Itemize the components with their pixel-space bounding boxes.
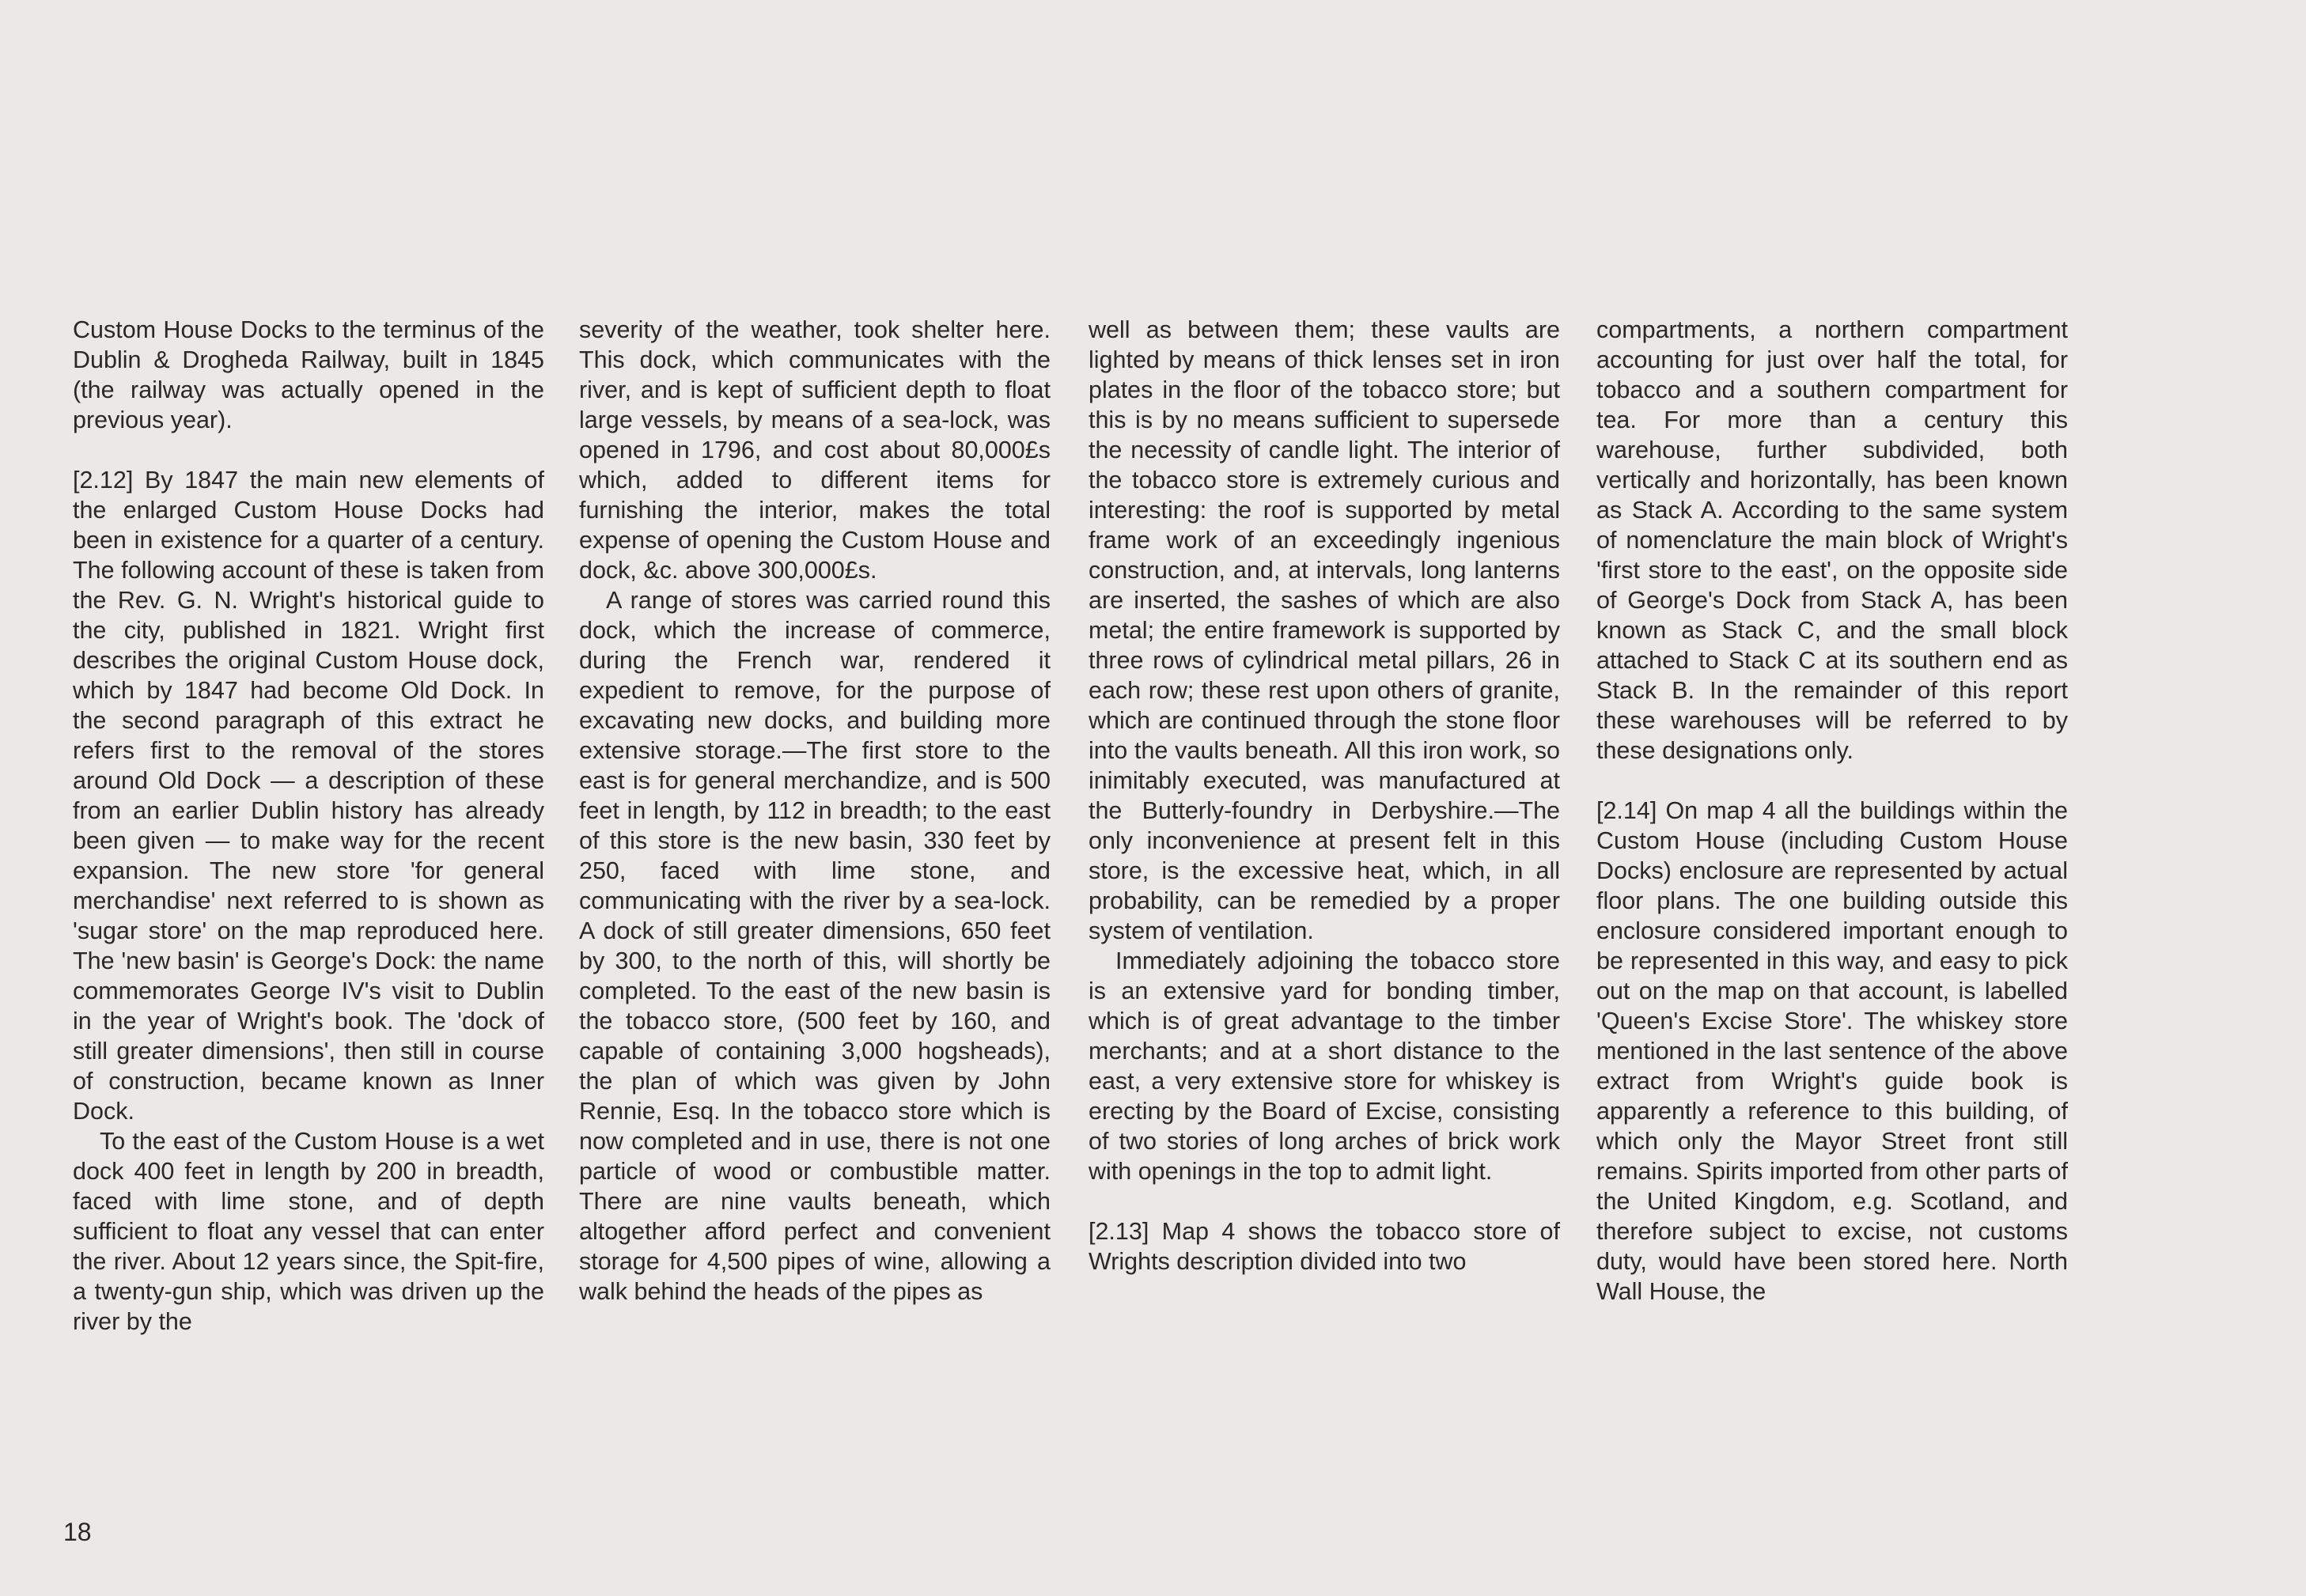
page-number: 18 [63, 1518, 92, 1546]
paragraph: Immediately adjoining the tobacco store is an extensive yard for bonding timber, which is of great advantage to the timber merchants; and at a short distance to the east, a very extensive store for whiskey is erecting by the Board of Excise, consisting of two stories of long arches of brick work with openings in the top to admit light. [1089, 947, 1560, 1185]
text-column-1 [73, 315, 544, 1337]
paragraph: Custom House Docks to the terminus of the Dublin & Drogheda Railway, built in 1845 (the railway was actually opened in the previous year). [73, 316, 544, 433]
text-column-2 [579, 315, 1051, 1307]
text-column-4 [1596, 315, 2068, 1307]
text-column-3 [1089, 315, 1560, 1276]
paragraph: To the east of the Custom House is a wet dock 400 feet in length by 200 in breadth, faced with lime stone, and of depth sufficient to float any vessel that can enter the river. About 12 years since, the Spit-fire, a twenty-gun ship, which was driven up the river by the [73, 1128, 544, 1335]
paragraph: [2.13] Map 4 shows the tobacco store of Wrights description divided into two [1089, 1218, 1560, 1275]
paragraph: well as between them; these vaults are lighted by means of thick lenses set in iron plates in the floor of the tobacco store; but this is by no means sufficient to supersede the necessity of candle light. The interior of the tobacco store is extremely curious and interesting: the roof is supported by metal frame work of an exceedingly ingenious construction, and, at intervals, long lanterns are inserted, the sashes of which are also metal; the entire framework is supported by three rows of cylindrical metal pillars, 26 in each row; these rest upon others of granite, which are continued through the stone floor into the vaults beneath. All this iron work, so inimitably executed, was manufactured at the Butterly-foundry in Derbyshire.—The only inconvenience at present felt in this store, is the excessive heat, which, in all probability, can be remedied by a proper system of ventilation. [1089, 316, 1560, 944]
paragraph: [2.14] On map 4 all the buildings within the Custom House (including Custom House Docks) enclosure are represented by actual floor plans. The one building outside this enclosure considered important enough to be represented in this way, and easy to pick out on the map on that account, is labelled 'Queen's Excise Store'. The whiskey store mentioned in the last sentence of the above extract from Wright's guide book is apparently a reference to this building, of which only the Mayor Street front still remains. Spirits imported from other parts of the United Kingdom, e.g. Scotland, and therefore subject to excise, not customs duty, would have been stored here. North Wall House, the [1596, 797, 2068, 1305]
paragraph: [2.12] By 1847 the main new elements of the enlarged Custom House Docks had been in existence for a quarter of a century. The following account of these is taken from the Rev. G. N. Wright's historical guide to the city, published in 1821. Wright first describes the original Custom House dock, which by 1847 had become Old Dock. In the second paragraph of this extract he refers first to the removal of the stores around Old Dock — a description of these from an earlier Dublin history has already been given — to make way for the recent expansion. The new store 'for general merchandise' next referred to is shown as 'sugar store' on the map reproduced here. The 'new basin' is George's Dock: the name commemorates George IV's visit to Dublin in the year of Wright's book. The 'dock of still greater dimensions', then still in course of construction, became known as Inner Dock. [73, 467, 544, 1125]
paragraph: A range of stores was carried round this dock, which the increase of commerce, during the French war, rendered it expedient to remove, for the purpose of excavating new docks, and building more extensive storage.—The first store to the east is for general merchandize, and is 500 feet in length, by 112 in breadth; to the east of this store is the new basin, 330 feet by 250, faced with lime stone, and communicating with the river by a sea-lock. A dock of still greater dimensions, 650 feet by 300, to the north of this, will shortly be completed. To the east of the new basin is the tobacco store, (500 feet by 160, and capable of containing 3,000 hogsheads), the plan of which was given by John Rennie, Esq. In the tobacco store which is now completed and in use, there is not one particle of wood or combustible matter. There are nine vaults beneath, which altogether afford perfect and convenient storage for 4,500 pipes of wine, allowing a walk behind the heads of the pipes as [579, 587, 1051, 1305]
paragraph: severity of the weather, took shelter here. This dock, which communicates with the river, and is kept of sufficient depth to float large vessels, by means of a sea-lock, was opened in 1796, and cost about 80,000£s which, added to different items for furnishing the interior, makes the total expense of opening the Custom House and dock, &c. above 300,000£s. [579, 316, 1051, 584]
paragraph: compartments, a northern compartment accounting for just over half the total, for tobacco and a southern compartment for tea. For more than a century this warehouse, further subdivided, both vertically and horizontally, has been known as Stack A. According to the same system of nomenclature the main block of Wright's 'first store to the east', on the opposite side of George's Dock from Stack A, has been known as Stack C, and the small block attached to Stack C at its southern end as Stack B. In the remainder of this report these warehouses will be referred to by these designations only. [1596, 316, 2068, 764]
